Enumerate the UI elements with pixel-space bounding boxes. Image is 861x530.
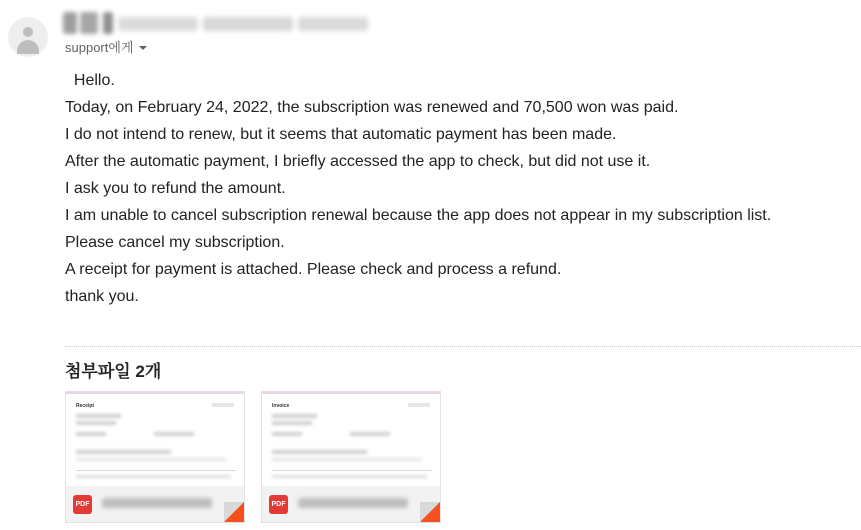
body-line: I ask you to refund the amount. (65, 180, 286, 197)
page-curl-icon (224, 502, 244, 522)
attachments-title: 첨부파일 2개 (65, 362, 162, 381)
attachment-doc-title: Receipt (76, 403, 95, 409)
recipient-label: support에게 (65, 40, 134, 55)
body-line: After the automatic payment, I briefly accessed the app to check, but did not use it. (65, 153, 651, 170)
attachment-footer (262, 486, 440, 522)
attachment-doc-title: Invoice (272, 403, 290, 409)
attachments-divider (65, 346, 861, 347)
doc-logo (212, 403, 234, 407)
page-curl-icon (420, 502, 440, 522)
sender-avatar[interactable] (8, 17, 48, 57)
recipient-dropdown[interactable] (65, 37, 147, 56)
attachment-card-invoice[interactable] (261, 391, 441, 523)
body-line: I am unable to cancel subscription renewal because the app does not appear in my subscription list. (65, 207, 772, 224)
pdf-icon: PDF (73, 495, 92, 514)
body-line: Today, on February 24, 2022, the subscription was renewed and 70,500 won was paid. (65, 99, 679, 116)
body-line: A receipt for payment is attached. Please check and process a refund. (65, 261, 562, 278)
body-line: Hello. (65, 72, 115, 89)
avatar-person-icon (23, 27, 33, 37)
attachment-card-receipt[interactable] (65, 391, 245, 523)
pdf-icon: PDF (269, 495, 288, 514)
body-line: I do not intend to renew, but it seems that automatic payment has been made. (65, 126, 617, 143)
attachment-filename-redacted (298, 498, 408, 508)
attachment-filename-redacted (102, 498, 212, 508)
doc-logo (408, 403, 430, 407)
dropdown-caret-icon (139, 46, 147, 50)
attachment-footer (66, 486, 244, 522)
body-line: Please cancel my subscription. (65, 234, 285, 251)
email-body (65, 67, 771, 310)
body-line: thank you. (65, 288, 139, 305)
